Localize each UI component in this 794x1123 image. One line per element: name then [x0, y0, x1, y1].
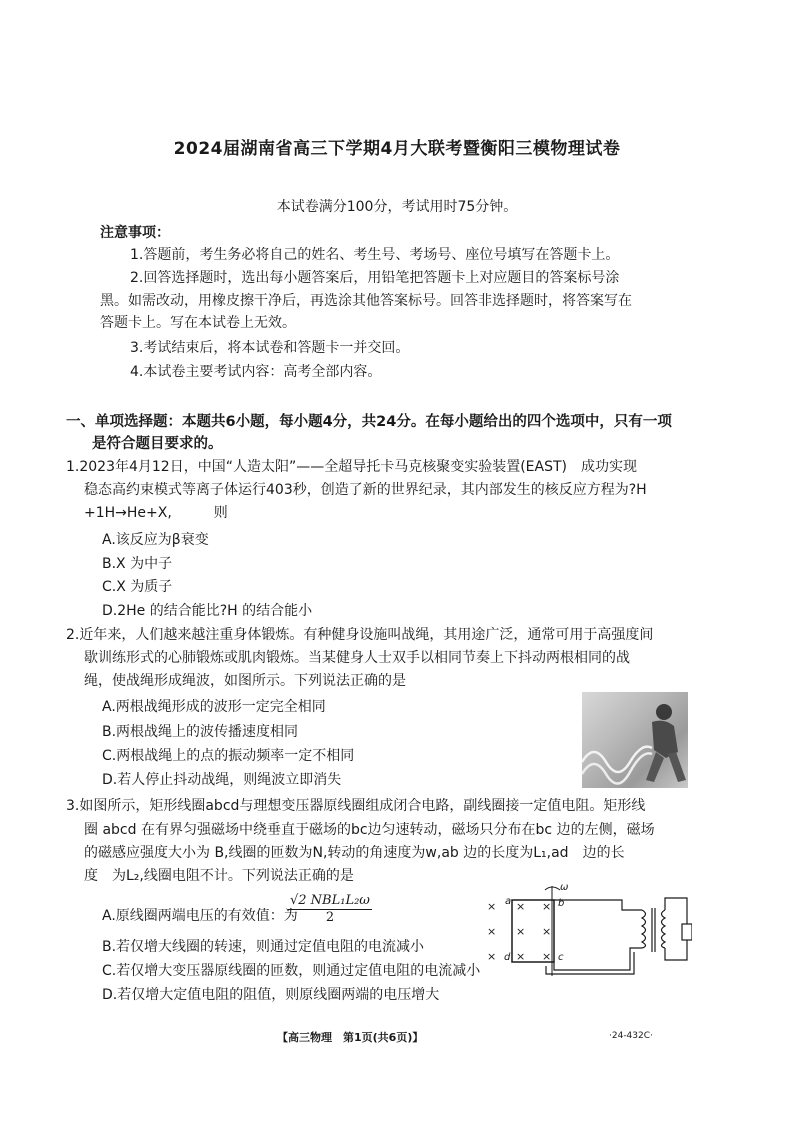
label-a: a: [505, 896, 512, 907]
svg-text:×: ×: [542, 950, 552, 963]
q2-option-d: D.若人停止抖动战绳，则绳波立即消失: [102, 772, 342, 788]
note-2-line-1: 2.回答选择题时，选出每小题答案后，用铅笔把答题卡上对应题目的答案标号涂: [130, 270, 620, 286]
svg-text:×: ×: [542, 925, 552, 938]
q1-stem-3: +1H→He+X, 则: [84, 505, 228, 521]
q2-option-c: C.两根战绳上的点的振动频率一定不相同: [102, 748, 355, 764]
page-title: 2024届湖南省高三下学期4月大联考暨衡阳三模物理试卷: [173, 139, 621, 159]
q3-option-d: D.若仅增大定值电阻的阻值，则原线圈两端的电压增大: [102, 987, 440, 1003]
svg-text:×: ×: [487, 900, 497, 913]
label-omega: ω: [560, 882, 569, 893]
label-c: c: [558, 952, 564, 963]
q2-stem-1: 2.近年来，人们越来越注重身体锻炼。有种健身设施叫战绳，其用途广泛，通常可用于高强度间: [66, 627, 654, 643]
q2-option-a: A.两根战绳形成的波形一定完全相同: [102, 699, 326, 715]
page-footer: 【高三物理 第1页(共6页)】: [277, 1031, 424, 1044]
q1-stem-2: 稳态高约束模式等离子体运行403秒，创造了新的世界纪录，其内部发生的核反应方程为?H: [84, 482, 647, 498]
note-1: 1.答题前，考生务必将自己的姓名、考生号、考场号、座位号填写在答题卡上。: [130, 247, 620, 263]
fraction-numerator: √2 NBL₁L₂ω: [290, 893, 370, 908]
exam-info: 本试卷满分100分，考试用时75分钟。: [276, 199, 518, 215]
q3-stem-1: 3.如图所示，矩形线圈abcd与理想变压器原线圈组成闭合电路，副线圈接一定值电阻。矩形线: [66, 798, 646, 814]
q2-stem-2: 歇训练形式的心肺锻炼或肌肉锻炼。当某健身人士双手以相同节奏上下抖动两根相同的战: [84, 650, 630, 666]
q1-option-c: C.X 为质子: [102, 579, 173, 595]
q1-option-a: A.该反应为β衰变: [102, 532, 209, 548]
q3-option-a: A.原线圈两端电压的有效值：为: [102, 908, 298, 924]
circuit-diagram: [482, 880, 692, 980]
q1-stem-1: 1.2023年4月12日，中国“人造太阳”——全超导托卡马克核聚变实验装置(EAST) 成功实现: [66, 459, 637, 475]
q3-option-a-fraction: [288, 893, 372, 925]
section-heading-line-2: 是符合题目要求的。: [92, 436, 223, 452]
q3-option-b: B.若仅增大线圈的转速，则通过定值电阻的电流减小: [102, 939, 425, 955]
q3-option-c: C.若仅增大变压器原线圈的匝数，则通过定值电阻的电流减小: [102, 963, 481, 979]
svg-text:×: ×: [516, 950, 526, 963]
q1-option-d: D.2He 的结合能比?H 的结合能小: [102, 603, 313, 619]
label-d: d: [504, 952, 511, 963]
svg-text:×: ×: [487, 925, 497, 938]
svg-text:×: ×: [516, 900, 526, 913]
fraction-denominator: 2: [325, 910, 335, 925]
notes-heading: 注意事项：: [100, 225, 170, 241]
q3-stem-3: 的磁感应强度大小为 B,线圈的匝数为N,转动的角速度为w,ab 边的长度为L₁,ad 边的长: [84, 845, 625, 861]
q1-option-b: B.X 为中子: [102, 556, 173, 572]
svg-text:×: ×: [516, 925, 526, 938]
svg-text:×: ×: [487, 950, 497, 963]
note-2-line-2: 黑。如需改动，用橡皮擦干净后，再选涂其他答案标号。回答非选择题时，将答案写在: [100, 293, 632, 309]
q2-option-b: B.两根战绳上的波传播速度相同: [102, 724, 299, 740]
section-heading: 一、单项选择题：本题共6小题，每小题4分，共24分。在每小题给出的四个选项中，只有一项: [66, 414, 672, 430]
battle-rope-photo: [582, 692, 688, 788]
q3-stem-4: 度 为L₂,线圈电阻不计。下列说法正确的是: [84, 868, 354, 884]
note-2-line-3: 答题卡上。写在本试卷上无效。: [100, 315, 296, 331]
q3-stem-2: 圈 abcd 在有界匀强磁场中绕垂直于磁场的bc边匀速转动，磁场只分布在bc 边的左侧，磁场: [84, 822, 655, 838]
exam-code: ·24-432C·: [609, 1031, 653, 1041]
q2-stem-3: 绳，使战绳形成绳波，如图所示。下列说法正确的是: [84, 673, 406, 689]
label-b: b: [558, 898, 565, 909]
note-4: 4.本试卷主要考试内容：高考全部内容。: [130, 364, 382, 380]
note-3: 3.考试结束后，将本试卷和答题卡一并交回。: [130, 340, 410, 356]
svg-text:×: ×: [542, 900, 552, 913]
